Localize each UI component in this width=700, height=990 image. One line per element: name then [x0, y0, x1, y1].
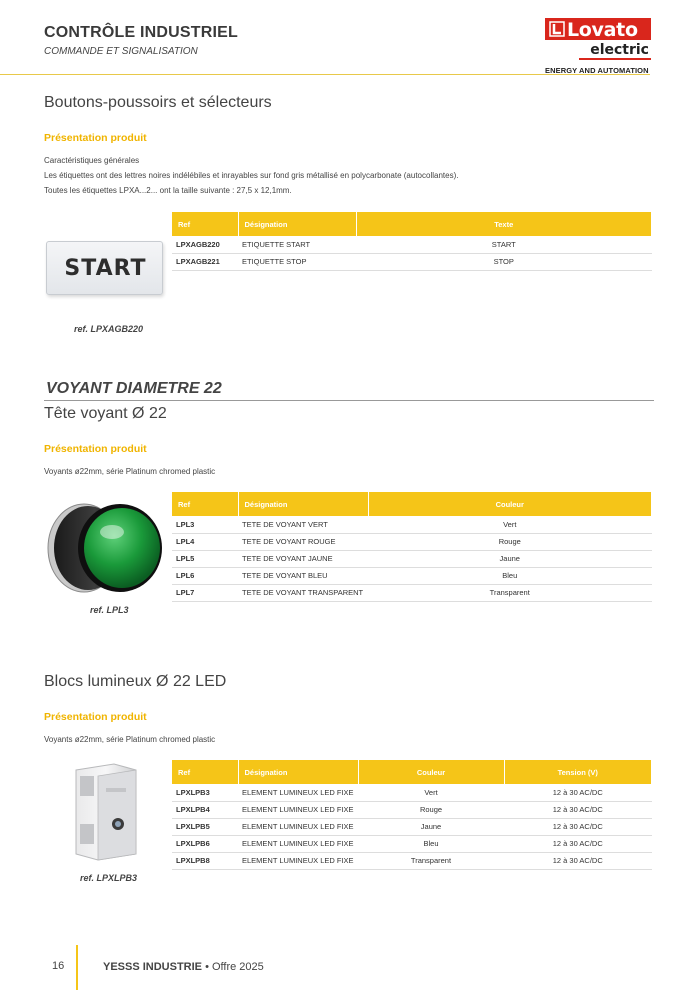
cell-ref: LPXAGB221 — [172, 253, 238, 270]
table-row — [172, 253, 652, 270]
cell-ref: LPXLPB8 — [172, 852, 238, 869]
cell-couleur: Vert — [368, 516, 652, 533]
description-line: Caractéristiques générales — [44, 156, 140, 165]
indicator-heads-table — [172, 492, 652, 602]
logo-l-icon — [549, 21, 565, 37]
cell-designation: ETIQUETTE STOP — [238, 253, 356, 270]
cell-couleur: Rouge — [358, 801, 504, 818]
cell-ref: LPL5 — [172, 550, 238, 567]
page-number: 16 — [52, 960, 65, 972]
cell-ref: LPXLPB6 — [172, 835, 238, 852]
cell-ref: LPXAGB220 — [172, 236, 238, 253]
cell-couleur: Transparent — [358, 852, 504, 869]
cell-ref: LPL6 — [172, 567, 238, 584]
table-row — [172, 567, 652, 584]
cell-ref: LPL3 — [172, 516, 238, 533]
cell-ref: LPXLPB5 — [172, 818, 238, 835]
led-blocks-table — [172, 760, 652, 870]
image-ref-lpxagb220: ref. LPXAGB220 — [74, 324, 144, 334]
col-header-designation: Désignation — [238, 760, 358, 784]
table-header-row — [172, 760, 652, 784]
cell-couleur: Bleu — [358, 835, 504, 852]
image-ref-lpl3: ref. LPL3 — [90, 605, 129, 615]
cell-ref: LPL4 — [172, 533, 238, 550]
cell-tension: 12 à 30 AC/DC — [504, 801, 652, 818]
cell-designation: ELEMENT LUMINEUX LED FIXE — [238, 784, 358, 801]
description-line: Les étiquettes ont des lettres noires indélébiles et inrayables sur fond gris métallisé en polycarbonate (autocollantes). — [44, 171, 459, 180]
presentation-produit-heading: Présentation produit — [44, 443, 147, 455]
cell-couleur: Vert — [358, 784, 504, 801]
cell-designation: ELEMENT LUMINEUX LED FIXE — [238, 852, 358, 869]
footer-accent-bar — [76, 945, 78, 990]
col-header-designation: Désignation — [238, 492, 368, 516]
lovato-logo — [545, 18, 651, 60]
cell-couleur: Bleu — [368, 567, 652, 584]
col-header-couleur: Couleur — [358, 760, 504, 784]
voyant-divider — [44, 400, 654, 401]
cell-tension: 12 à 30 AC/DC — [504, 784, 652, 801]
start-label-image — [46, 241, 163, 295]
cell-couleur: Jaune — [368, 550, 652, 567]
cell-designation: ELEMENT LUMINEUX LED FIXE — [238, 818, 358, 835]
page-header-title: CONTRÔLE INDUSTRIEL — [44, 24, 239, 41]
page-header-subtitle: COMMANDE ET SIGNALISATION — [44, 46, 198, 57]
cell-designation: TETE DE VOYANT VERT — [238, 516, 368, 533]
cell-designation: TETE DE VOYANT JAUNE — [238, 550, 368, 567]
cell-designation: TETE DE VOYANT TRANSPARENT — [238, 584, 368, 601]
presentation-produit-heading: Présentation produit — [44, 711, 147, 723]
footer-brand — [103, 961, 264, 973]
led-block-image — [66, 762, 148, 862]
table-row — [172, 852, 652, 869]
table-row — [172, 236, 652, 253]
section-title-tete-voyant: Tête voyant Ø 22 — [44, 405, 167, 422]
section2-description: Voyants ø22mm, série Platinum chromed plastic — [44, 467, 216, 476]
presentation-produit-heading: Présentation produit — [44, 132, 147, 144]
table-header-row — [172, 492, 652, 516]
logo-tagline: ENERGY AND AUTOMATION — [545, 66, 649, 75]
table-row — [172, 818, 652, 835]
cell-texte: STOP — [356, 253, 652, 270]
cell-tension: 12 à 30 AC/DC — [504, 835, 652, 852]
col-header-couleur: Couleur — [368, 492, 652, 516]
labels-table — [172, 212, 652, 271]
footer-offer: • Offre 2025 — [205, 961, 264, 973]
cell-couleur: Jaune — [358, 818, 504, 835]
section3-description: Voyants ø22mm, série Platinum chromed plastic — [44, 735, 216, 744]
cell-couleur: Transparent — [368, 584, 652, 601]
table-header-row — [172, 212, 652, 236]
table-row — [172, 516, 652, 533]
cell-tension: 12 à 30 AC/DC — [504, 852, 652, 869]
cell-designation: ETIQUETTE START — [238, 236, 356, 253]
cell-designation: ELEMENT LUMINEUX LED FIXE — [238, 801, 358, 818]
green-indicator-light-image — [40, 496, 166, 600]
section-title-boutons: Boutons-poussoirs et sélecteurs — [44, 94, 272, 111]
col-header-tension: Tension (V) — [504, 760, 652, 784]
col-header-texte: Texte — [356, 212, 652, 236]
table-row — [172, 784, 652, 801]
voyant-heading: VOYANT DIAMETRE 22 — [46, 380, 222, 397]
cell-ref: LPL7 — [172, 584, 238, 601]
cell-ref: LPXLPB4 — [172, 801, 238, 818]
col-header-ref: Ref — [172, 760, 238, 784]
cell-designation: TETE DE VOYANT ROUGE — [238, 533, 368, 550]
start-label-text: START — [64, 256, 147, 281]
image-ref-lpxlpb3: ref. LPXLPB3 — [80, 873, 138, 883]
section1-description — [44, 153, 458, 198]
logo-text: Lovato — [567, 19, 638, 41]
col-header-ref: Ref — [172, 492, 238, 516]
logo-electric: electric — [590, 42, 649, 58]
cell-ref: LPXLPB3 — [172, 784, 238, 801]
cell-designation: ELEMENT LUMINEUX LED FIXE — [238, 835, 358, 852]
cell-texte: START — [356, 236, 652, 253]
table-row — [172, 801, 652, 818]
table-row — [172, 533, 652, 550]
table-row — [172, 550, 652, 567]
col-header-ref: Ref — [172, 212, 238, 236]
cell-designation: TETE DE VOYANT BLEU — [238, 567, 368, 584]
cell-couleur: Rouge — [368, 533, 652, 550]
description-line: Toutes les étiquettes LPXA...2... ont la taille suivante : 27,5 x 12,1mm. — [44, 186, 292, 195]
logo-underline — [579, 58, 651, 60]
footer-brand-name: YESSS INDUSTRIE — [103, 961, 203, 973]
col-header-designation: Désignation — [238, 212, 356, 236]
section-title-blocs-lumineux: Blocs lumineux Ø 22 LED — [44, 673, 227, 690]
cell-tension: 12 à 30 AC/DC — [504, 818, 652, 835]
table-row — [172, 835, 652, 852]
table-row — [172, 584, 652, 601]
